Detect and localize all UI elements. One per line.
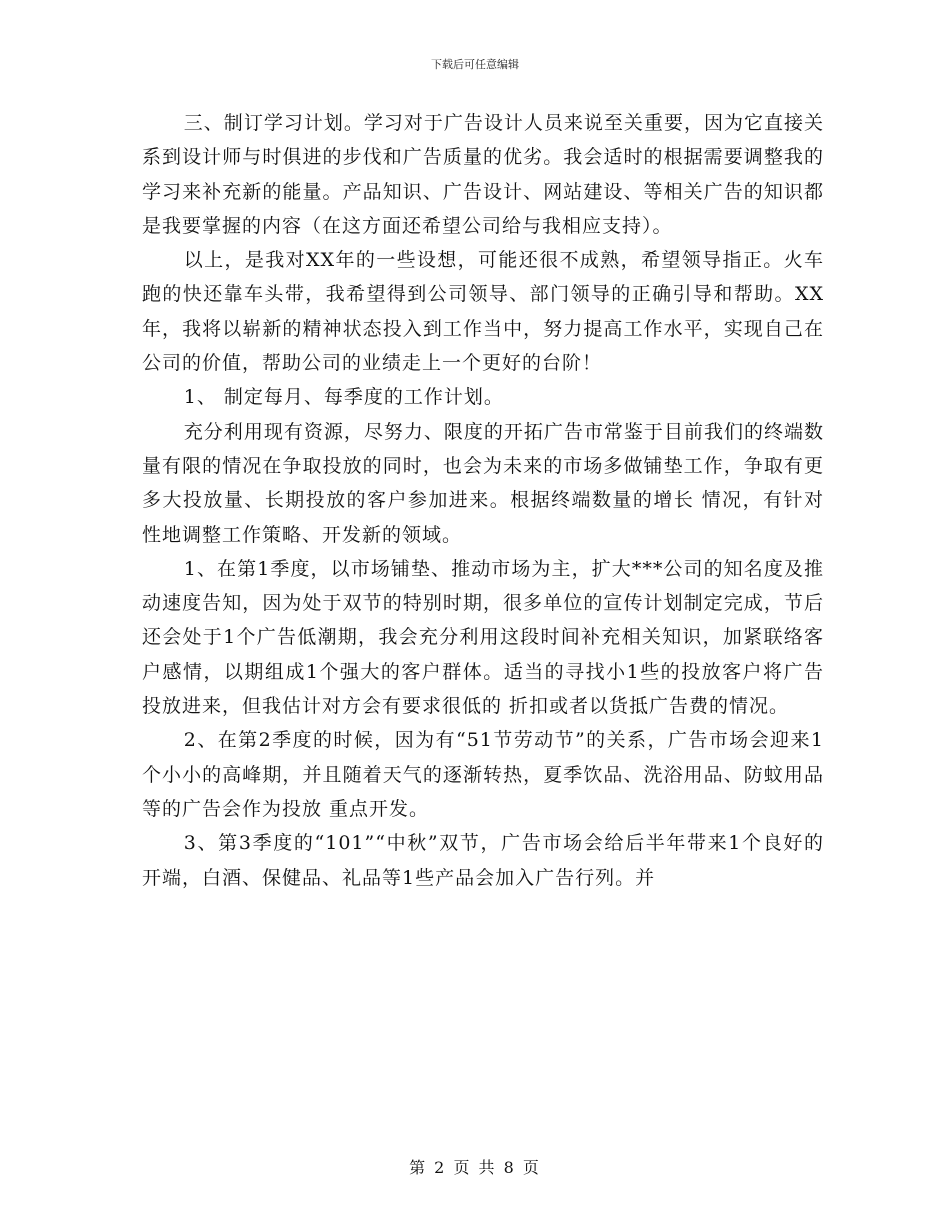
paragraph-summary: 以上，是我对XX年的一些设想，可能还很不成熟，希望领导指正。火车跑的快还靠车头带，我希望得到公司领导、部门领导的正确引导和帮助。XX年，我将以崭新的精神状态投入到工作当中，努力提高工作水平，实现自己在公司的价值，帮助公司的业绩走上一个更好的台阶！: [142, 249, 824, 375]
paragraph-plan-heading: 1、 制定每月、每季度的工作计划。: [183, 386, 504, 409]
paragraph-quarter-1: 1、在第1季度，以市场铺垫、推动市场为主，扩大***公司的知名度及推动速度告知，因为处于双节的特别时期，很多单位的宣传计划制定完成，节后还会处于1个广告低潮期，我会充分利用这段时间补充相关知识，加紧联络客户感情，以期组成1个强大的客户群体。适当的寻找小1些的投放客户将广告投放进来，但我估计对方会有要求很低的 折扣或者以货抵广告费的情况。: [142, 557, 824, 718]
paragraph-quarter-3: 3、第3季度的“101”“中秋”双节，广告市场会给后半年带来1个良好的开端，白酒、保健品、礼品等1些产品会加入广告行列。并: [142, 832, 824, 889]
paragraph-quarter-2: 2、在第2季度的时候，因为有“51节劳动节”的关系，广告市场会迎来1个小小的高峰期，并且随着天气的逐渐转热，夏季饮品、洗浴用品、防蚊用品等的广告会作为投放 重点开发。: [142, 729, 824, 820]
page-footer: 第 2 页 共 8 页: [409, 1158, 541, 1177]
paragraph-resources: 充分利用现有资源，尽努力、限度的开拓广告市常鉴于目前我们的终端数量有限的情况在争取投放的同时，也会为未来的市场多做铺垫工作，争取有更多大投放量、长期投放的客户参加进来。根据终端数量的增长 情况，有针对性地调整工作策略、开发新的领域。: [142, 420, 824, 546]
page-header: 下载后可任意编辑: [431, 58, 519, 71]
document-body: [142, 106, 824, 895]
paragraph-study-plan: 三、制订学习计划。学习对于广告设计人员来说至关重要，因为它直接关系到设计师与时俱进的步伐和广告质量的优劣。我会适时的根据需要调整我的学习来补充新的能量。产品知识、广告设计、网站建设、等相关广告的知识都是我要掌握的内容（在这方面还希望公司给与我相应支持）。: [142, 112, 824, 237]
